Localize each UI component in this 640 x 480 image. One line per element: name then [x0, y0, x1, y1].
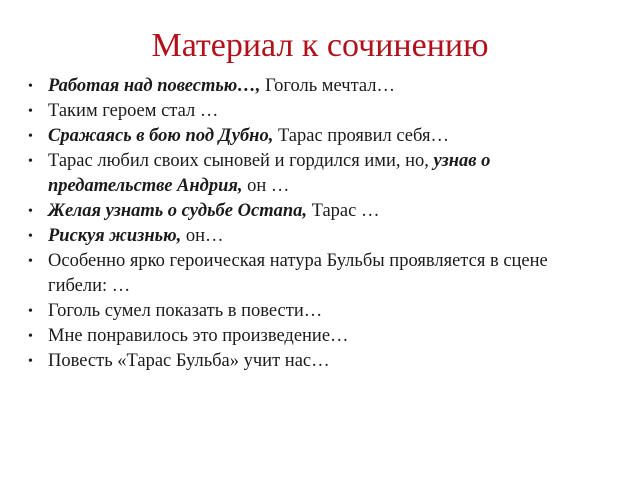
- list-item: [28, 324, 588, 349]
- item-text: Гоголь мечтал…: [260, 76, 395, 96]
- item-text-tail: он …: [242, 176, 290, 196]
- item-text: Мне понравилось это произведение…: [48, 326, 349, 346]
- item-emphasis: Желая узнать о судьбе Остапа,: [48, 201, 307, 221]
- bullet-icon: •: [28, 79, 33, 94]
- slide-title: Материал к сочинению: [151, 27, 489, 64]
- bullet-icon: •: [28, 254, 33, 269]
- bullet-icon: •: [28, 329, 33, 344]
- bullet-icon: •: [28, 354, 33, 369]
- list-item: [28, 249, 588, 299]
- bullet-icon: •: [28, 304, 33, 319]
- list-item: [28, 224, 588, 249]
- list-item: [28, 149, 588, 199]
- item-text: Таким героем стал …: [48, 101, 219, 121]
- bullet-icon: •: [28, 129, 33, 144]
- bullet-icon: •: [28, 154, 33, 169]
- bullet-icon: •: [28, 204, 33, 219]
- item-text: Повесть «Тарас Бульба» учит нас…: [48, 351, 330, 371]
- item-text: Тарас …: [307, 201, 380, 221]
- list-item: [28, 299, 588, 324]
- bullet-list: [28, 74, 588, 374]
- list-item: [28, 124, 588, 149]
- bullet-icon: •: [28, 229, 33, 244]
- item-text: он…: [181, 226, 224, 246]
- item-text: Гоголь сумел показать в повести…: [48, 301, 323, 321]
- item-text: Тарас проявил себя…: [273, 126, 449, 146]
- list-item: [28, 99, 588, 124]
- item-emphasis: Сражаясь в бою под Дубно,: [48, 126, 274, 146]
- item-emphasis: узнав о предательстве Андрия,: [48, 151, 491, 196]
- item-text: Особенно ярко героическая натура Бульбы проявляется в сцене гибели: …: [48, 251, 548, 296]
- list-item: [28, 349, 588, 374]
- list-item: [28, 74, 588, 99]
- item-emphasis: Рискуя жизнью,: [48, 226, 182, 246]
- item-text: Тарас любил своих сыновей и гордился ими, но,: [48, 151, 434, 171]
- bullet-icon: •: [28, 104, 33, 119]
- list-item: [28, 199, 588, 224]
- item-emphasis: Работая над повестью…,: [48, 76, 261, 96]
